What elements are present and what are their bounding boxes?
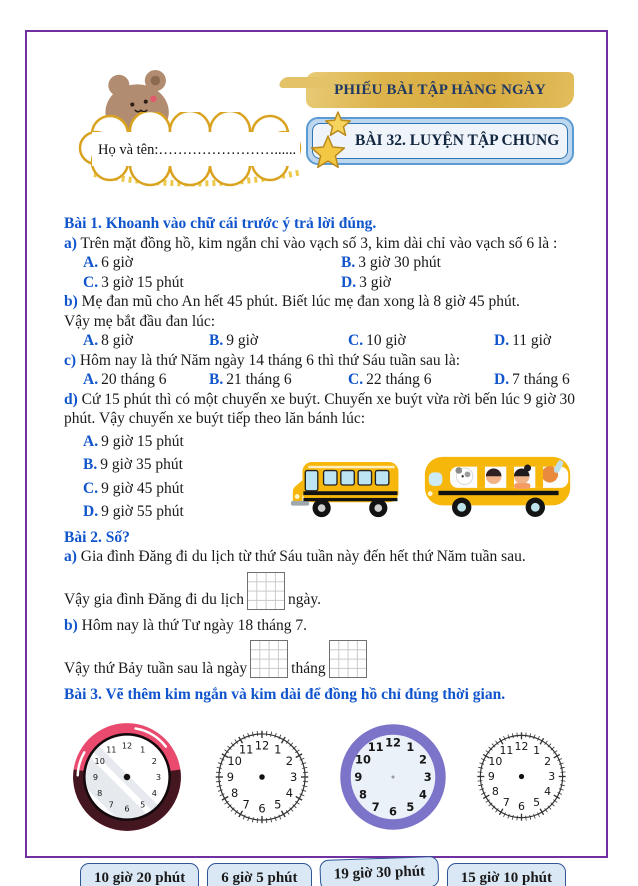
answer-box-date[interactable] [250,640,288,678]
svg-text:6: 6 [518,800,525,814]
header [64,72,576,214]
time-chip-4[interactable]: 15 giờ 10 phút [447,863,566,886]
option-1d-D[interactable]: D. 9 giờ 55 phút [83,503,184,520]
name-field[interactable] [76,112,320,188]
option-1b-A[interactable]: A. 8 giờ [83,332,133,349]
question-1d-block [64,430,576,524]
question-1a-options [83,253,576,292]
exercise-3-title: Bài 3. Vẽ thêm kim ngắn và kim dài để đồng hồ chỉ đúng thời gian. [64,686,506,703]
question-1b-options [83,331,576,351]
option-1d-B[interactable]: B. 9 giờ 35 phút [83,456,183,473]
svg-text:9: 9 [226,769,235,784]
option-1a-D[interactable]: D. 3 giờ [341,273,391,291]
svg-text:10: 10 [488,754,503,768]
svg-text:10: 10 [227,753,242,768]
svg-text:2: 2 [544,754,552,768]
option-1a-C[interactable]: C. 3 giờ 15 phút [83,273,184,291]
svg-text:1: 1 [274,742,282,757]
question-1a: a) Trên mặt đồng hồ, kim ngắn chỉ vào vạch số 3, kim dài chỉ vào vạch số 6 là : [64,234,558,252]
option-1c-A[interactable]: A. 20 tháng 6 [83,371,167,388]
svg-text:8: 8 [359,786,367,801]
clock-face-4[interactable] [469,724,574,829]
time-chip-1[interactable]: 10 giờ 20 phút [80,863,199,886]
svg-text:4: 4 [151,787,157,798]
svg-text:8: 8 [97,787,103,798]
svg-text:5: 5 [274,796,282,811]
question-2b: b) Hôm nay là thứ Tư ngày 18 tháng 7. [64,616,307,634]
option-1b-C[interactable]: C. 10 giờ [348,332,406,349]
svg-text:8: 8 [230,785,239,800]
school-bus-icon [289,446,409,524]
option-1c-C[interactable]: C. 22 tháng 6 [348,371,432,388]
svg-text:7: 7 [108,798,114,809]
question-1b-line2: Vậy mẹ bắt đầu đan lúc: [64,312,216,330]
svg-text:5: 5 [533,796,541,810]
svg-text:1: 1 [533,743,541,757]
svg-text:4: 4 [544,785,552,799]
time-labels-row [64,863,576,886]
option-1c-D[interactable]: D. 7 tháng 6 [494,371,570,388]
star-icon [308,110,360,172]
exercise-1-title: Bài 1. Khoanh vào chữ cái trước ý trả lời đúng. [64,215,377,232]
header-left [76,72,331,212]
svg-text:11: 11 [106,744,117,755]
page-border-frame [25,30,608,886]
exercise-3 [64,685,576,886]
question-2a: a) Gia đình Đăng đi du lịch từ thứ Sáu tuần này đến hết thứ Năm tuần sau. [64,548,526,565]
svg-text:6: 6 [124,803,130,814]
exercise-1 [64,214,576,524]
name-label: Họ và tên:……………………...... [98,142,297,158]
svg-text:6: 6 [389,804,397,819]
header-right [306,72,574,165]
svg-text:1: 1 [140,744,146,755]
question-1b: b) Mẹ đan mũ cho An hết 45 phút. Biết lúc mẹ đan xong là 8 giờ 45 phút. [64,293,520,310]
bus-illustrations [289,430,576,524]
answer-box-days[interactable] [247,572,285,610]
svg-text:10: 10 [94,755,105,766]
time-chip-2[interactable]: 6 giờ 5 phút [207,863,311,886]
answer-box-month[interactable] [329,640,367,678]
option-1b-D[interactable]: D. 11 giờ [494,332,552,349]
svg-text:12: 12 [121,739,133,750]
page-content [27,32,606,886]
svg-text:4: 4 [419,786,427,801]
worksheet-title: PHIẾU BÀI TẬP HÀNG NGÀY [334,81,546,98]
svg-text:5: 5 [406,799,415,814]
lesson-title: BÀI 32. LUYỆN TẬP CHUNG [312,123,568,159]
svg-text:1: 1 [406,739,415,754]
clock-face-1[interactable] [66,716,188,838]
svg-text:3: 3 [155,771,162,782]
clock-face-3[interactable] [336,720,450,834]
title-banner [306,72,574,108]
question-1c: c) Hôm nay là thứ Năm ngày 14 tháng 6 thì thứ Sáu tuần sau là: [64,351,461,369]
exercise-2 [64,528,576,679]
time-chip-3[interactable]: 19 giờ 30 phút [319,855,439,886]
svg-text:9: 9 [354,769,363,784]
bus-with-kids-icon [421,446,576,524]
svg-text:7: 7 [502,796,510,810]
svg-text:3: 3 [423,769,432,784]
svg-text:6: 6 [258,801,266,816]
svg-text:2: 2 [419,752,427,767]
svg-text:2: 2 [285,753,294,768]
answer-line-2b: Vậy thứ Bảy tuần sau là ngày tháng [64,640,576,678]
option-1a-A[interactable]: A. 6 giờ [83,254,133,271]
svg-text:11: 11 [367,739,384,754]
option-1a-B[interactable]: B. 3 giờ 30 phút [341,254,441,271]
question-1d-options [83,430,289,524]
svg-text:2: 2 [151,755,157,766]
svg-text:12: 12 [385,734,401,749]
svg-text:3: 3 [548,770,556,783]
svg-text:11: 11 [238,742,254,757]
svg-text:7: 7 [242,796,250,811]
option-1b-B[interactable]: B. 9 giờ [209,332,259,349]
option-1c-B[interactable]: B. 21 tháng 6 [209,371,292,388]
svg-text:12: 12 [254,737,270,752]
svg-text:3: 3 [289,769,298,784]
svg-text:9: 9 [92,771,99,782]
exercise-2-title: Bài 2. Số? [64,528,130,546]
clock-face-2[interactable] [207,722,317,832]
svg-text:5: 5 [140,798,146,809]
svg-text:9: 9 [487,770,495,783]
clock-faces-row [64,713,576,841]
question-1d: d) Cứ 15 phút thì có một chuyến xe buýt. Chuyến xe buýt vừa rời bến lúc 9 giờ 30 phút. Vậy chuyến xe buýt tiếp theo lăn bánh lúc: [64,390,576,427]
answer-line-2a: Vậy gia đình Đăng đi du lịch ngày. [64,572,576,610]
option-1d-A[interactable]: A. 9 giờ 15 phút [83,432,184,450]
question-1c-options [83,370,576,390]
svg-text:8: 8 [491,785,499,799]
svg-text:4: 4 [285,785,294,800]
lesson-title-box [306,117,574,165]
svg-text:7: 7 [371,799,380,814]
option-1d-C[interactable]: C. 9 giờ 45 phút [83,479,184,497]
svg-text:12: 12 [514,739,529,753]
svg-text:11: 11 [499,743,514,757]
svg-text:10: 10 [355,752,371,767]
